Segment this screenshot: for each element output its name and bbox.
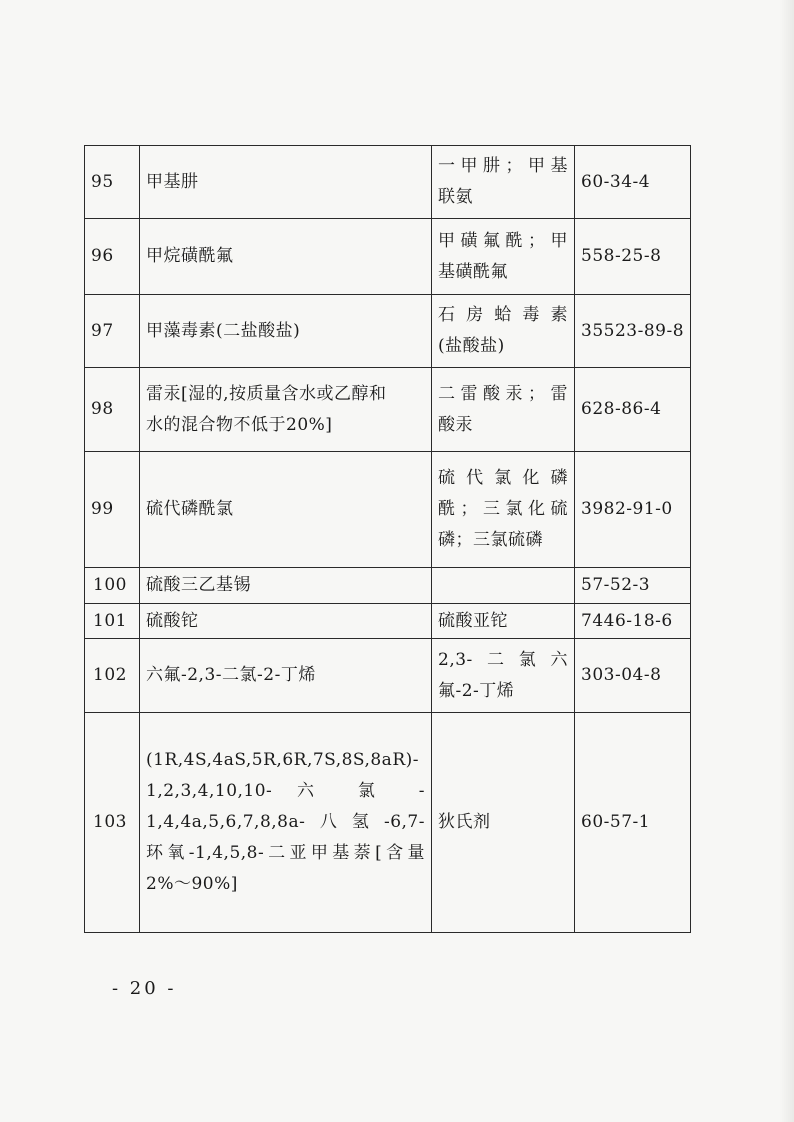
chemical-name [140, 713, 432, 933]
alias-line: 酰；三氯化硫 [438, 499, 568, 519]
cas-number: 3982-91-0 [575, 452, 691, 568]
name-line: 甲烷磺酰氟 [146, 246, 234, 266]
chemical-name [140, 146, 432, 219]
chemical-alias [432, 568, 575, 604]
name-line: 硫酸铊 [146, 610, 199, 631]
alias-line: 联氨 [438, 187, 473, 207]
table-row [85, 295, 691, 368]
table-row [85, 368, 691, 452]
name-line: 环氧-1,4,5,8-二亚甲基萘[含量 [146, 843, 425, 863]
chemical-name [140, 368, 432, 452]
chemical-alias [432, 219, 575, 295]
chemical-name [140, 295, 432, 368]
name-line: 水的混合物不低于20%] [146, 414, 333, 435]
cas-number: 7446-18-6 [575, 604, 691, 639]
alias-line: 硫酸亚铊 [438, 610, 508, 631]
alias-line: 磷；三氯硫磷 [438, 530, 543, 550]
name-line: (1R,4S,4aS,5R,6R,7S,8S,8aR)- [146, 750, 419, 770]
row-number: 99 [85, 452, 140, 568]
chemical-alias [432, 368, 575, 452]
row-number: 100 [85, 568, 140, 604]
row-number: 95 [85, 146, 140, 219]
name-line: 2%～90%] [146, 874, 238, 894]
alias-line: 酸汞 [438, 414, 473, 435]
cas-number: 558-25-8 [575, 219, 691, 295]
row-number: 101 [85, 604, 140, 639]
row-number: 98 [85, 368, 140, 452]
chemical-name [140, 568, 432, 604]
name-line: 硫代磷酰氯 [146, 499, 234, 519]
name-line: 雷汞[湿的,按质量含水或乙醇和 [146, 383, 387, 404]
name-line: 1,4,4a,5,6,7,8,8a-八氢-6,7- [146, 812, 425, 832]
chemical-alias [432, 639, 575, 713]
name-line: 甲基肼 [146, 171, 199, 192]
cas-number: 60-34-4 [575, 146, 691, 219]
cas-number: 35523-89-8 [575, 295, 691, 368]
alias-line: (盐酸盐) [438, 336, 505, 356]
table-row [85, 604, 691, 639]
name-line: 1,2,3,4,10,10- 六 氯 - [146, 781, 425, 801]
name-line: 硫酸三乙基锡 [146, 575, 251, 595]
alias-line: 石房蛤毒素 [438, 305, 568, 325]
row-number: 96 [85, 219, 140, 295]
cas-number: 57-52-3 [575, 568, 691, 604]
chemical-alias [432, 452, 575, 568]
name-line: 甲藻毒素(二盐酸盐) [146, 320, 301, 341]
chemical-name [140, 639, 432, 713]
chemical-name [140, 452, 432, 568]
page-edge-shadow [780, 0, 794, 1122]
hazardous-chemicals-table [84, 145, 691, 933]
cas-number: 628-86-4 [575, 368, 691, 452]
alias-line: 硫代氯化磷 [438, 468, 568, 488]
row-number: 102 [85, 639, 140, 713]
table-row [85, 219, 691, 295]
table-row [85, 452, 691, 568]
table-row [85, 713, 691, 933]
chemical-name [140, 219, 432, 295]
chemical-alias [432, 295, 575, 368]
row-number: 97 [85, 295, 140, 368]
chemical-alias [432, 604, 575, 639]
table-row [85, 639, 691, 713]
alias-line: 甲磺氟酰；甲 [438, 230, 568, 251]
alias-line: 狄氏剂 [438, 812, 491, 832]
chemical-alias [432, 713, 575, 933]
alias-line: 2,3-二氯六 [438, 649, 568, 670]
alias-line: 二雷酸汞；雷 [438, 383, 568, 404]
chemical-name [140, 604, 432, 639]
alias-line: 氟-2-丁烯 [438, 680, 515, 701]
alias-line: 一甲肼；甲基 [438, 156, 568, 176]
chemical-alias [432, 146, 575, 219]
alias-line: 基磺酰氟 [438, 261, 508, 282]
table-row [85, 568, 691, 604]
cas-number: 60-57-1 [575, 713, 691, 933]
table-row [85, 146, 691, 219]
name-line: 六氟-2,3-二氯-2-丁烯 [146, 665, 316, 685]
cas-number: 303-04-8 [575, 639, 691, 713]
page-number: - 20 - [112, 978, 177, 999]
row-number: 103 [85, 713, 140, 933]
